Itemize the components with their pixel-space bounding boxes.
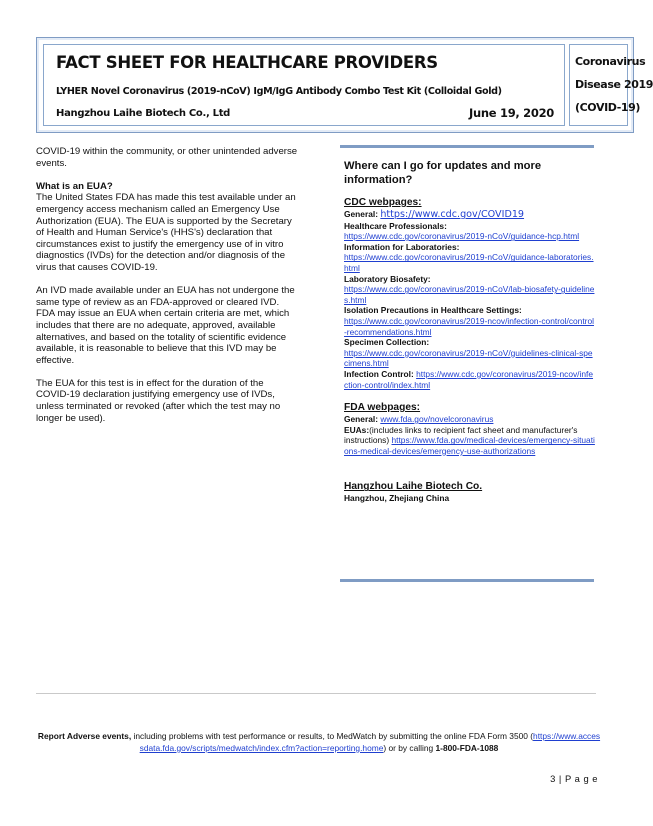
cdc-item-label: Information for Laboratories: bbox=[344, 241, 460, 252]
badge-line-3: (COVID-19) bbox=[575, 101, 640, 114]
footer-text-2: ) or by calling bbox=[383, 743, 436, 753]
eua-heading: What is an EUA? bbox=[36, 180, 113, 192]
manufacturer-name: Hangzhou Laihe Biotech Co., Ltd bbox=[56, 108, 231, 119]
cdc-infection-label: Infection Control: bbox=[344, 368, 414, 379]
updates-question: Where can I go for updates and more information? bbox=[344, 160, 542, 186]
cdc-general-link[interactable]: https://www.cdc.gov/COVID19 bbox=[380, 209, 525, 220]
medwatch-link[interactable]: https://www.accessdata.fda.gov/scripts/medwatch/index.cfm?action=reporting.home bbox=[139, 731, 601, 753]
cdc-general bbox=[344, 209, 596, 221]
cdc-item-link[interactable]: https://www.cdc.gov/coronavirus/2019-ncov/infection-control/control-recommendations.html bbox=[344, 315, 594, 337]
fda-general-label: General: bbox=[344, 414, 378, 425]
cdc-item-label: Laboratory Biosafety: bbox=[344, 273, 431, 284]
cdc-infection-control bbox=[344, 369, 596, 390]
fda-euas-link[interactable]: https://www.fda.gov/medical-devices/emergency-situations-medical-devices/emergency-use-authorizations bbox=[344, 435, 595, 456]
eua-paragraph-1: The United States FDA has made this test available under an emergency access mechanism called an Emergency Use Authorization (EUA). The EUA is supported by the Secretary of Health and Human Service's (HHS's) declaration that circumstances exist to justify the emergency use of in vitro diagnostics (IVDs) for the detection and/or diagnosis of the virus that causes COVID-19. bbox=[36, 192, 296, 273]
fact-sheet-header bbox=[36, 37, 653, 133]
company-location: Hangzhou, Zhejiang China bbox=[344, 493, 450, 504]
page-title: FACT SHEET FOR HEALTHCARE PROVIDERS bbox=[56, 53, 438, 72]
page-number-separator: | bbox=[555, 773, 565, 784]
fda-general-link[interactable]: www.fda.gov/novelcoronavirus bbox=[380, 414, 494, 425]
cdc-infection-link[interactable]: https://www.cdc.gov/coronavirus/2019-ncov/infection-control/index.html bbox=[344, 368, 594, 390]
badge-line-2: Disease 2019 bbox=[575, 78, 653, 91]
cdc-item-label: Specimen Collection: bbox=[344, 337, 430, 348]
fda-general bbox=[344, 414, 596, 425]
footer-divider bbox=[36, 693, 596, 694]
page-number bbox=[550, 773, 598, 784]
product-name: LYHER Novel Coronavirus (2019-nCoV) IgM/IgG Antibody Combo Test Kit (Colloidal Gold) bbox=[56, 86, 502, 97]
footer-text-1: including problems with test performance or results, to MedWatch by submitting the online FDA Form 3500 ( bbox=[131, 731, 534, 741]
adverse-events-footer bbox=[36, 730, 602, 754]
cdc-section-title: CDC webpages: bbox=[344, 197, 422, 208]
badge-line-1: Coronavirus bbox=[575, 55, 646, 68]
right-column-bottom-rule bbox=[340, 579, 594, 582]
right-column bbox=[344, 159, 596, 504]
header-title-box bbox=[43, 44, 565, 126]
intro-paragraph: COVID-19 within the community, or other unintended adverse events. bbox=[36, 146, 298, 169]
eua-paragraph-3: The EUA for this test is in effect for the duration of the COVID-19 declaration justifying emergency use of IVDs, unless terminated or revoked (after which the test may no longer be used). bbox=[36, 377, 281, 424]
issue-date: June 19, 2020 bbox=[469, 106, 554, 120]
fda-phone-number: 1-800-FDA-1088 bbox=[435, 743, 499, 753]
disease-badge bbox=[569, 44, 653, 126]
page-number-value: 3 bbox=[550, 773, 556, 784]
right-column-top-rule bbox=[340, 145, 594, 148]
cdc-item-link[interactable]: https://www.cdc.gov/coronavirus/2019-nCoV/lab-biosafety-guidelines.html bbox=[344, 284, 595, 305]
fda-section-title: FDA webpages: bbox=[344, 402, 421, 414]
footer-lead: Report Adverse events, bbox=[37, 731, 132, 741]
page-label: P a g e bbox=[564, 773, 598, 784]
cdc-item-link[interactable]: https://www.cdc.gov/coronavirus/2019-nCoV/guidance-laboratories.html bbox=[344, 252, 594, 273]
fda-euas bbox=[344, 425, 596, 457]
fda-euas-label: EUAs: bbox=[344, 424, 370, 435]
company-name: Hangzhou Laihe Biotech Co. bbox=[344, 481, 483, 493]
cdc-item-link[interactable]: https://www.cdc.gov/coronavirus/2019-nCoV/guidance-hcp.html bbox=[344, 231, 580, 242]
cdc-item-label: Isolation Precautions in Healthcare Settings: bbox=[344, 305, 522, 316]
left-column bbox=[36, 146, 298, 436]
eua-paragraph-2: An IVD made available under an EUA has not undergone the same type of review as an FDA-approved or cleared IVD. FDA may issue an EUA when certain criteria are met, which includes that there are no adequate, approved, available alternatives, and based on the totality of scientific evidence available, it is reasonable to believe that this IVD may be effective. bbox=[36, 285, 295, 366]
cdc-general-label: General: bbox=[344, 209, 378, 219]
cdc-item-link[interactable]: https://www.cdc.gov/coronavirus/2019-nCoV/guidelines-clinical-specimens.html bbox=[344, 347, 593, 369]
fda-euas-text: (includes links to recipient fact sheet and manufacturer's instructions) bbox=[344, 424, 578, 446]
cdc-item-label: Healthcare Professionals: bbox=[344, 220, 447, 231]
